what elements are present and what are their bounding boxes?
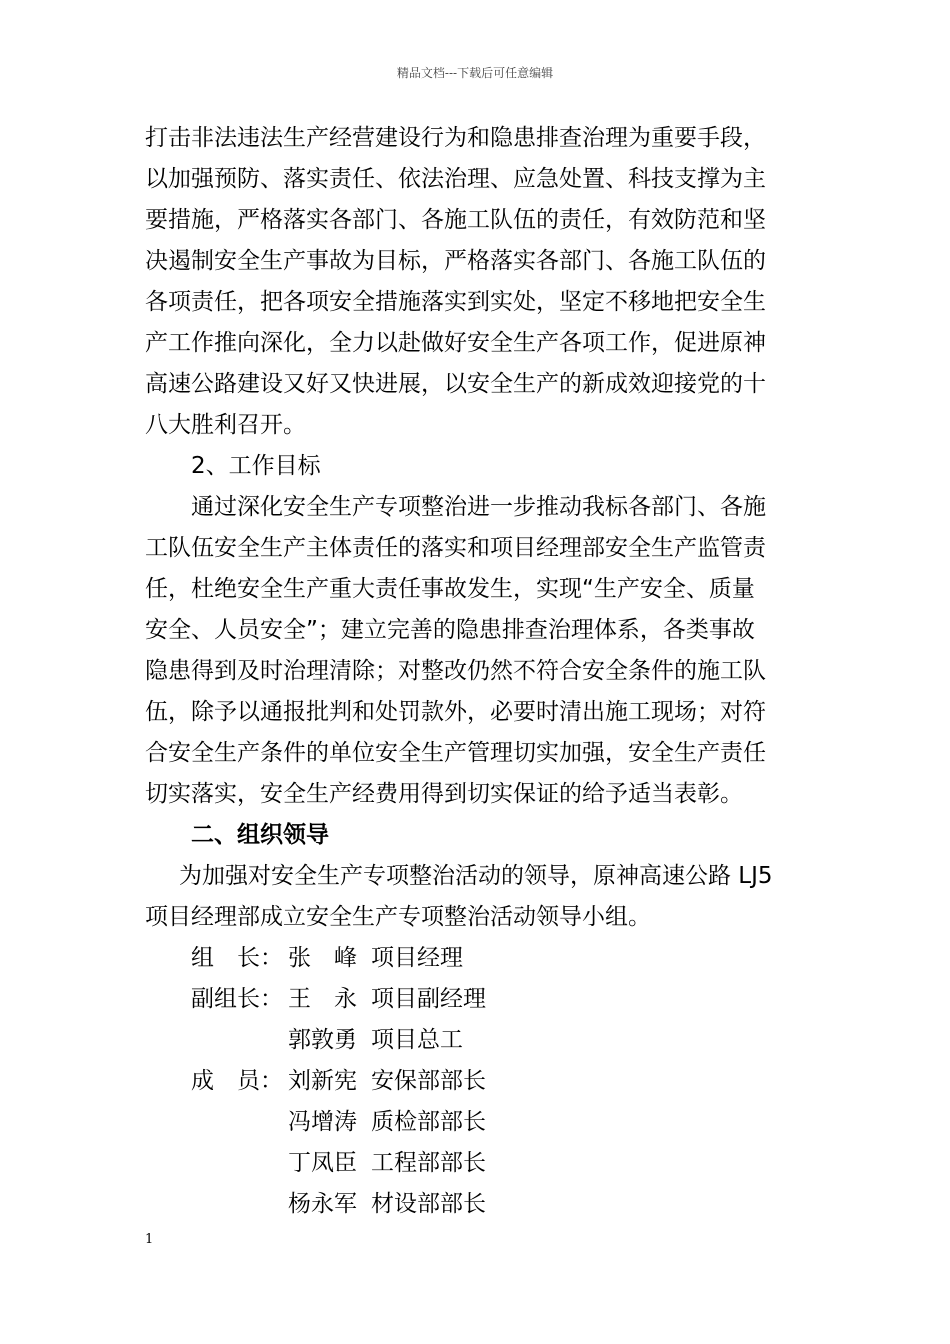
staff-title: 安保部部长 [371,1068,486,1094]
staff-row [145,979,810,1020]
text-line: 八大胜利召开。 [145,412,306,438]
staff-row [145,1020,810,1061]
staff-name: 冯增涛 [288,1109,357,1135]
text-line: 工队伍安全生产主体责任的落实和项目经理部安全生产监管责 [145,535,766,561]
text-line: 决遏制安全生产事故为目标，严格落实各部门、各施工队伍的 [145,248,766,274]
text-line: 要措施，严格落实各部门、各施工队伍的责任，有效防范和坚 [145,207,766,233]
text-line: 安全、人员安全”；建立完善的隐患排查治理体系，各类事故 [145,617,755,643]
text-line: 隐患得到及时治理清除；对整改仍然不符合安全条件的施工队 [145,658,766,684]
paragraph-2 [145,487,810,815]
text-line: 为加强对安全生产专项整治活动的领导，原神高速公路 LJ5 [179,863,773,889]
staff-title: 项目经理 [371,945,463,971]
staff-row [145,938,810,979]
text-line: 各项责任，把各项安全措施落实到实处，坚定不移地把安全生 [145,289,766,315]
staff-role: 副组长： [191,986,283,1012]
text-line: 切实落实，安全生产经费用得到切实保证的给予适当表彰。 [145,781,743,807]
paragraph-1 [145,118,810,446]
staff-name: 王 永 [288,986,357,1012]
text-line: 项目经理部成立安全生产专项整治活动领导小组。 [145,904,651,930]
text-line: 高速公路建设又好又快进展，以安全生产的新成效迎接党的十 [145,371,766,397]
staff-row [145,1143,810,1184]
staff-name: 刘新宪 [288,1068,357,1094]
staff-list [145,938,810,1225]
staff-row [145,1061,810,1102]
staff-role: 成 员： [191,1068,283,1094]
section-heading-organization [145,815,810,856]
staff-title: 项目总工 [371,1027,463,1053]
text-line: 任，杜绝安全生产重大责任事故发生，实现“生产安全、质量 [145,576,755,602]
staff-row [145,1184,810,1225]
staff-role: 组 长： [191,945,283,971]
staff-title: 项目副经理 [371,986,486,1012]
staff-name: 杨永军 [288,1191,357,1217]
staff-name: 郭敦勇 [288,1027,357,1053]
page-header: 精品文档---下载后可任意编辑 [396,66,554,80]
text-line: 伍，除予以通报批判和处罚款外，必要时清出施工现场；对符 [145,699,766,725]
text-line: 以加强预防、落实责任、依法治理、应急处置、科技支撑为主 [145,166,766,192]
staff-title: 工程部部长 [371,1150,486,1176]
page-number: 1 [145,1232,154,1247]
text-line: 通过深化安全生产专项整治进一步推动我标各部门、各施 [191,494,766,520]
paragraph-3 [145,856,810,938]
subheading-work-goal [145,446,810,487]
staff-title: 材设部部长 [371,1191,486,1217]
text-line: 产工作推向深化，全力以赴做好安全生产各项工作，促进原神 [145,330,766,356]
text-line: 打击非法违法生产经营建设行为和隐患排查治理为重要手段， [145,125,766,151]
staff-title: 质检部部长 [371,1109,486,1135]
staff-name: 张 峰 [288,945,357,971]
text-line: 合安全生产条件的单位安全生产管理切实加强，安全生产责任 [145,740,766,766]
section-heading-text: 二、组织领导 [191,822,329,848]
document-body [145,118,810,1225]
subheading-text: 2、工作目标 [191,453,321,479]
staff-row [145,1102,810,1143]
staff-name: 丁凤臣 [288,1150,357,1176]
